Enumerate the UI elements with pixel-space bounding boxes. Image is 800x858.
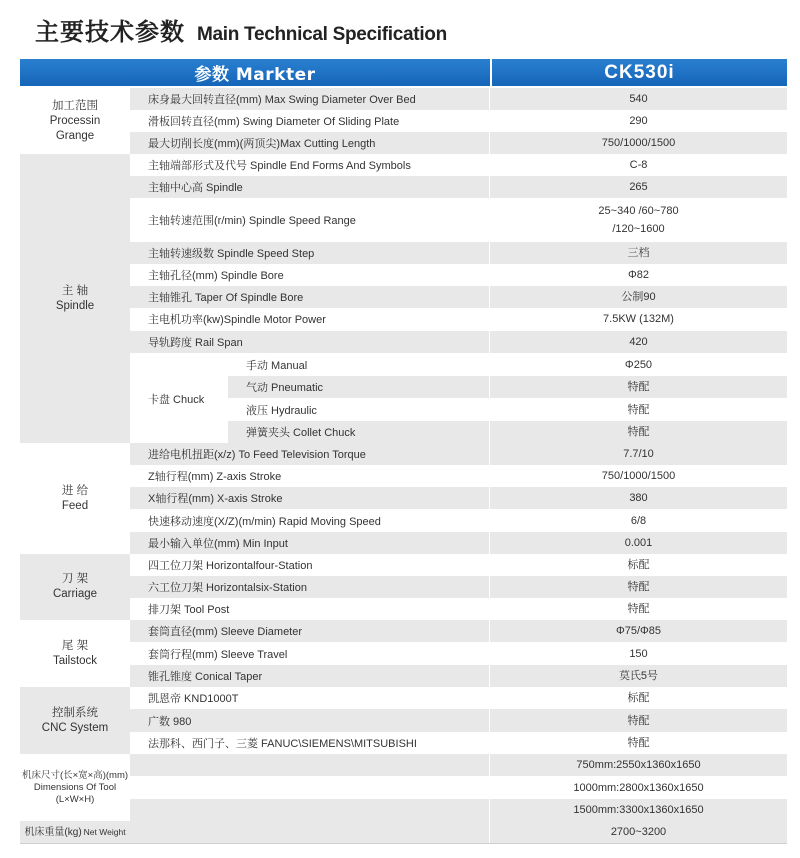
row-name: 凯恩帝 KND1000T [130, 687, 490, 709]
row-value: Φ250 [624, 359, 653, 371]
category-dimensions-en1: Dimensions Of Tool [33, 781, 117, 793]
table-bottom-divider [20, 843, 787, 844]
title-cn: 主要技术参数 [35, 18, 185, 46]
row-name [130, 754, 490, 776]
table-row [130, 198, 787, 242]
table-row [130, 554, 787, 576]
table-row [130, 687, 787, 709]
table-header [20, 59, 787, 86]
row-name: 主轴孔径(mm) Spindle Bore [130, 264, 490, 286]
table-row [130, 264, 787, 286]
row-value: 标配 [627, 692, 650, 704]
row-name: Z轴行程(mm) Z-axis Stroke [130, 465, 490, 487]
table-row [130, 776, 787, 799]
row-value: 6/8 [630, 514, 647, 527]
row-value: 1500mm:3300x1360x1650 [490, 799, 787, 821]
category-carriage-en: Carriage [52, 588, 98, 600]
table-row [130, 154, 787, 176]
table-row [130, 732, 787, 754]
row-value: 特配 [490, 709, 787, 732]
category-dimensions-en2: (L×W×H) [55, 793, 95, 805]
category-weight-en: Net Weight [83, 826, 126, 837]
category-processing-en1: Processin [49, 114, 101, 127]
row-value: 750/1000/1500 [490, 132, 787, 154]
chuck-label: 卡盘 Chuck [148, 393, 205, 406]
table-row [130, 331, 787, 353]
row-name: 六工位刀架 Horizontalsix-Station [130, 576, 490, 598]
row-value: 0.001 [490, 532, 787, 554]
row-name: X轴行程(mm) X-axis Stroke [130, 487, 490, 509]
row-name: 四工位刀架 Horizontalfour-Station [130, 554, 490, 576]
row-value: 290 [629, 115, 648, 127]
table-row [228, 354, 787, 376]
row-name [130, 821, 490, 843]
row-value: 750/1000/1500 [601, 470, 676, 482]
row-value: Φ75/Φ85 [490, 620, 787, 642]
table-row [228, 376, 787, 398]
row-name: 主轴转速级数 Spindle Speed Step [130, 242, 490, 264]
row-name: 最大切削长度(mm)(两顶尖)Max Cutting Length [130, 132, 490, 154]
table-row [130, 821, 787, 843]
table-row [130, 532, 787, 554]
row-name: 床身最大回转直径(mm) Max Swing Diameter Over Bed [130, 88, 490, 110]
category-spindle-en: Spindle [55, 299, 95, 312]
row-value: 265 [490, 176, 787, 198]
row-name: 主电机功率(kw)Spindle Motor Power [130, 308, 490, 330]
category-tailstock-en: Tailstock [52, 654, 98, 667]
table-row [228, 421, 787, 443]
table-row [228, 398, 787, 421]
row-name: 法那科、西门子、三菱 FANUC\SIEMENS\MITSUBISHI [130, 732, 490, 754]
category-tailstock-cn: 尾 架 [61, 639, 89, 652]
row-name: 滑板回转直径(mm) Swing Diameter Of Sliding Plate [130, 110, 490, 132]
row-value: C-8 [629, 159, 648, 171]
category-carriage-cn: 刀 架 [61, 573, 89, 585]
row-name: 主轴中心高 Spindle [130, 176, 490, 198]
row-value: 2700~3200 [490, 821, 787, 843]
category-feed-en: Feed [61, 499, 89, 512]
row-value-line2: /120~1600 [612, 223, 665, 235]
category-carriage [20, 554, 130, 620]
category-cnc-en: CNC System [41, 721, 109, 734]
category-dimensions-cn: 机床尺寸(长×宽×高)(mm) [21, 769, 129, 781]
row-value: 标配 [627, 559, 650, 571]
category-feed-cn: 进 给 [61, 484, 89, 497]
category-cnc-cn: 控制系统 [52, 706, 98, 719]
row-value [490, 198, 787, 242]
row-name: 排刀架 Tool Post [130, 598, 490, 620]
table-row [130, 132, 787, 154]
row-value: 1000mm:2800x1360x1650 [573, 781, 704, 794]
table-row [130, 465, 787, 487]
row-name: 弹簧夹头 Collet Chuck [228, 421, 490, 443]
table-row [130, 110, 787, 132]
table-row [130, 642, 787, 665]
title-en: Main Technical Specification [197, 24, 447, 45]
row-value: 特配 [490, 376, 787, 398]
table-row [130, 286, 787, 308]
table-row [130, 509, 787, 532]
category-spindle-cn: 主 轴 [61, 284, 89, 297]
row-name: 进给电机扭距(x/z) To Feed Television Torque [130, 443, 490, 465]
row-value: 540 [490, 88, 787, 110]
category-cnc [20, 687, 130, 754]
category-weight-cn: 机床重量(kg) [24, 826, 82, 838]
category-weight [20, 821, 130, 843]
row-value: 特配 [627, 603, 650, 615]
row-name: 套筒直径(mm) Sleeve Diameter [130, 620, 490, 642]
row-value: 特配 [490, 576, 787, 598]
table-row [130, 88, 787, 110]
table-row [130, 709, 787, 732]
row-value-line1: 25~340 /60~780 [598, 205, 679, 217]
row-value: 7.7/10 [490, 443, 787, 465]
category-processing-cn: 加工范围 [52, 99, 98, 112]
row-value: Φ82 [627, 269, 649, 281]
row-name: 快速移动速度(X/Z)(m/min) Rapid Moving Speed [130, 509, 490, 532]
table-row [130, 176, 787, 198]
table-row [130, 754, 787, 776]
category-spindle [20, 154, 130, 443]
row-name: 主轴端部形式及代号 Spindle End Forms And Symbols [130, 154, 490, 176]
row-name: 锥孔锥度 Conical Taper [130, 665, 490, 687]
row-value: 特配 [627, 737, 650, 749]
table-row [130, 576, 787, 598]
table-row [130, 308, 787, 330]
table-row [130, 799, 787, 821]
header-model: CK530i [492, 59, 787, 86]
row-value: 特配 [627, 403, 650, 416]
table-row [130, 598, 787, 620]
category-processing [20, 88, 130, 154]
table-row [130, 665, 787, 687]
row-value: 特配 [490, 421, 787, 443]
row-name: 气动 Pneumatic [228, 376, 490, 398]
row-name [130, 799, 490, 821]
category-processing-en2: Grange [55, 129, 95, 142]
page-title [35, 12, 447, 44]
table-row [130, 620, 787, 642]
row-name: 主轴锥孔 Taper Of Spindle Bore [130, 286, 490, 308]
row-name: 套筒行程(mm) Sleeve Travel [130, 642, 490, 665]
row-name: 主轴转速范围(r/min) Spindle Speed Range [130, 198, 490, 242]
table-row [130, 487, 787, 509]
table-row [130, 242, 787, 264]
row-value: 三档 [490, 242, 787, 264]
row-value: 7.5KW (132M) [603, 313, 674, 325]
table-row [130, 443, 787, 465]
row-value: 380 [490, 487, 787, 509]
row-value: 420 [490, 331, 787, 353]
row-name: 最小输入单位(mm) Min Input [130, 532, 490, 554]
category-dimensions [20, 754, 130, 821]
category-tailstock [20, 620, 130, 687]
row-name: 液压 Hydraulic [228, 398, 490, 421]
row-value: 公制90 [490, 286, 787, 308]
category-feed [20, 443, 130, 554]
row-value: 莫氏5号 [490, 665, 787, 687]
row-value: 150 [629, 647, 648, 660]
row-name [130, 776, 490, 799]
row-name: 广数 980 [130, 709, 490, 732]
row-name: 导轨跨度 Rail Span [130, 331, 490, 353]
header-param: 参数 Markter [20, 59, 490, 86]
row-name: 手动 Manual [228, 354, 490, 376]
row-value: 750mm:2550x1360x1650 [490, 754, 787, 776]
